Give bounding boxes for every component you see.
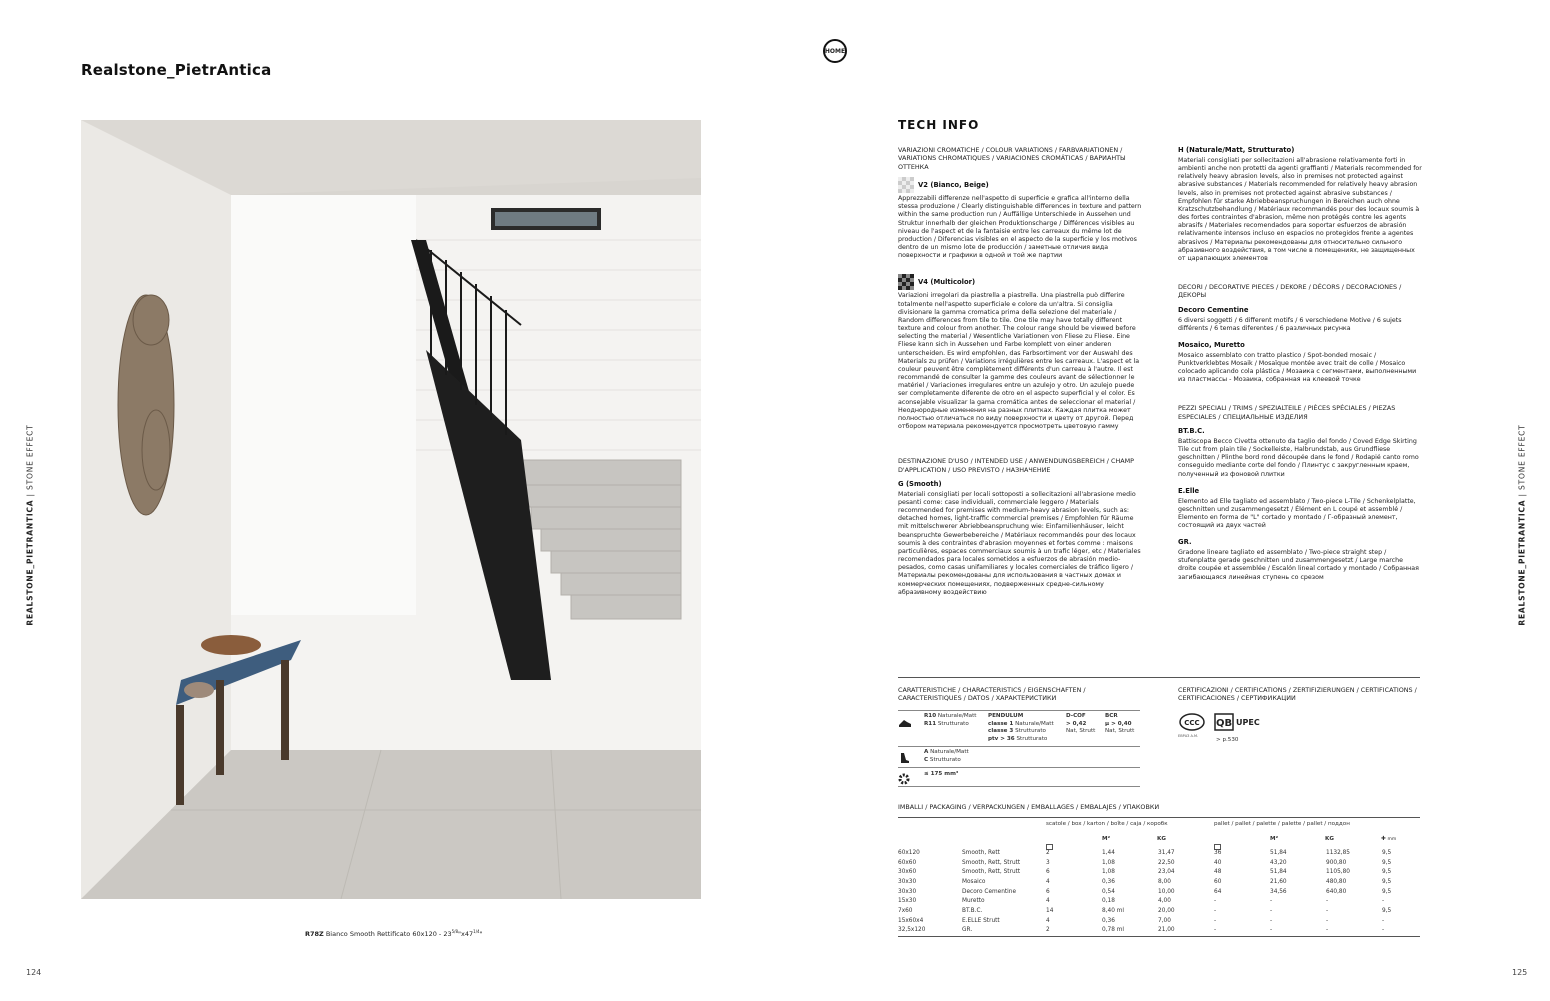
table-cell: 0,78 ml [1102,927,1125,934]
table-cell: 0,36 [1102,917,1115,924]
table-cell: 1,08 [1102,869,1115,876]
slip-rating [924,713,976,728]
ccc-sub: ЕВРАЗ А.М. [1178,734,1199,738]
table-row [898,887,1420,897]
table-cell: 2 [1046,927,1050,934]
table-cell: 3 [1046,859,1050,866]
c-value: C [924,756,929,763]
v4-text: Variazioni irregolari da piastrella a piastrella. Una piastrella può differire totalmente nell'aspetto superficiale e colore da un'altra. Si consiglia divisionare la gamma cromatica prima della selezione del materiale / Random differences from tile to tile. One tile may have totally different texture and colour from another. The colour range should be viewed before selecting the material / Wesentliche Variationen von Fliese zu Fliese. Eine Fliese kann sich in Aussehen und Farbe komplett von einer anderen unterscheiden. Es wird empfohlen, das Farbsortiment vor der Auswahl des Materials zu prüfen / Variations irrégulières entre les carreaux. L'aspect et la couleur peuvent être complètement différents d'un carreau à l'autre. Il est recommandé de consulter la gamme des couleurs avant de sélectionner le matériel / Variaciones irregulares entre un azulejo y otro. Un azulejo puede ser completamente diferente de otro en el aspecto superficial y el color. Es aconsejable visualizar la gama cromática antes de seleccionar el material / Неоднородные изменения на разных плитках. Каждая плитка может полностью отличаться по виду поверхности и цвету от другой. Перед отбором материала рекомендуется просмотреть цветовую гамму [898,292,1140,431]
char-rule-4 [898,786,1140,787]
decor-text-1: Mosaico assemblato con tratto plastico / Spot-bonded mosaic / Punktverklebtes Mosaik / Mosaïque montée avec trait de colle / Mosaico colocado aplicando cola plástica / Мозаика с сегментами, выполненными из пластмассы - Мозаика, собранная на клеевой точке [1178,351,1417,384]
table-cell: 64 [1214,888,1222,895]
section-divider [898,677,1420,678]
thickness-unit: mm [1387,837,1397,842]
decor-heading: DECORI / DECORATIVE PIECES / DEKORE / DÉCORS / DECORACIONES / ДЕКОРЫ [1178,283,1402,300]
table-cell: 640,80 [1326,888,1347,895]
classe3-note: Strutturato [1013,728,1046,735]
table-cell: 60x120 [898,849,920,856]
classe1-note: Naturale/Matt [1013,720,1054,727]
bcr-value: µ > 0,40 [1105,720,1132,727]
qb-logo [1214,713,1234,735]
pallet-label: pallet / pallet / palette / palette / pallet / поддон [1214,821,1350,827]
table-cell: 32,5x120 [898,927,926,934]
dcof-note: Nat, Strutt [1066,728,1096,735]
table-cell: 36 [1214,849,1222,856]
pallet-kg-header: KG [1325,836,1334,842]
box-m2-header: M² [1102,836,1111,842]
table-cell: 9,5 [1382,859,1392,866]
tech-info-title: TECH INFO [898,118,980,132]
classe3-value: classe 3 [988,728,1014,735]
trim-label-0: BT.B.C. [1178,427,1205,436]
side-label-bold: REALSTONE_PIETRANTICA [1517,499,1527,626]
table-cell: - [1214,898,1217,905]
table-cell: 43,20 [1270,859,1287,866]
char-rule-1 [898,710,1140,711]
box-label: scatole / box / karton / boîte / caja / коробк [1046,821,1168,827]
page-number-right: 125 [1512,968,1528,977]
table-cell: 6 [1046,869,1050,876]
c-note: Strutturato [928,756,961,763]
tech-col-left [898,146,1142,597]
packaging-bottom-rule [898,936,1420,937]
table-cell: - [1270,927,1273,934]
r11-note: Strutturato [936,720,969,727]
table-row [898,906,1420,916]
r10-note: Naturale/Matt [936,713,977,719]
g-text: Materiali consigliati per locali sottoposti a sollecitazioni all'abrasione medio pesanti come: case individuali, commerciale leggero / Materials recommended for premises with medium-heavy abrasion levels, such as: detached homes, light-traffic commercial premises / Empfohlen für Räume mit mittelschwerer Abriebbeanspruchung wie: Einfamilienhäuser, leicht beanspruchte Gewerbebereiche / Matériaux recommandés pour des locaux soumis à des contraintes d'abrasion moyennes et fortes comme : maisons particulières, espaces commerciaux soumis à un trafic léger, etc / Materiales recomendados para locales sometidos a esfuerzos de abrasión medio-pesados, como casas unifamiliares y locales comerciales de tráfico ligero / Материалы рекомендованы для использования в частных домах и коммерческих помещениях, подверженных средне-сильному абразивному воздействию [898,490,1141,596]
table-cell: 4 [1046,878,1050,885]
certifications-section [1178,686,1422,703]
table-cell: - [1270,917,1273,924]
table-row [898,926,1420,936]
table-cell: - [1326,898,1329,905]
side-label-rest: | STONE EFFECT [25,424,35,500]
table-cell: 0,18 [1102,898,1115,905]
v4-swatch-icon [898,274,914,290]
trim-text-2: Gradone lineare tagliato ed assemblato / Two-piece straight step / stufenplatte gerade geschnitten und zusammengesetzt / Large marche droite coupée et assemblée / Escalón lineal cortado y montado / Собранная загибающаяся линейная ступень со срезом [1178,549,1419,581]
table-cell: Smooth, Rett, Strutt [962,869,1021,876]
pendulum-rating [988,713,1054,743]
page-title: Realstone_PietrAntica [81,61,272,79]
table-cell: Muretto [962,898,985,905]
h-label: H (Naturale/Matt, Strutturato) [1178,146,1295,154]
barefoot-rating [924,749,969,764]
table-cell: 2 [1046,849,1050,856]
table-cell: 21,00 [1158,927,1175,934]
table-cell: 9,5 [1382,907,1392,914]
product-photo [81,120,701,899]
dcof-rating [1066,713,1095,736]
bcr-note: Nat, Strutt [1105,728,1135,735]
bcr-label: BCR [1105,713,1118,719]
table-cell: 7,00 [1158,917,1171,924]
classe1-value: classe 1 [988,720,1014,727]
g-label: G (Smooth) [898,479,942,488]
ptv-value: ptv > 36 [988,735,1015,742]
trims-heading: PEZZI SPECIALI / TRIMS / SPEZIALTEILE / PIÈCES SPÉCIALES / PIEZAS ESPECIALES / СПЕЦИАЛЬНЫЕ ИЗДЕЛИЯ [1178,404,1396,421]
table-cell: 15x30 [898,898,917,905]
table-cell: - [1214,907,1217,914]
table-cell: 8,40 ml [1102,907,1125,914]
table-cell: - [1214,927,1217,934]
table-cell: 23,04 [1158,869,1175,876]
table-cell: 9,5 [1382,849,1392,856]
side-label-rest: | STONE EFFECT [1517,424,1527,500]
v2-label: V2 (Bianco, Beige) [918,180,989,189]
table-cell: 60x60 [898,859,917,866]
v2-text: Apprezzabili differenze nell'aspetto di superficie e grafica all'interno della stessa produzione / Clearly distinguishable differences in texture and pattern within the same production run / Auffällige Unterschiede in Aussehen und Struktur innerhalb der gleichen Produktionscharge / Différences visibles au niveau de l'aspect et de la fantaisie entre les carreaux du même lot de production / Diferencias visibles en el aspecto de la superficie y los motivos dentro de un mismo lote de producción / заметные отличия вида поверхности и графики в одной и той же партии [898,194,1142,260]
table-cell: 480,80 [1326,878,1347,885]
decor-text-0: 6 diversi soggetti / 6 different motifs / 6 verschiedene Motive / 6 sujets différents / 6 temas diferentes / 6 различных рисунка [1178,316,1402,332]
ptv-note: Strutturato [1014,735,1048,742]
abrasion-value: ≤ 175 mm³ [924,771,959,777]
v2-swatch-icon [898,177,914,193]
table-row [898,916,1420,926]
pendulum-label: PENDULUM [988,713,1024,719]
table-cell: 4 [1046,898,1050,905]
table-cell: 0,36 [1102,878,1115,885]
table-cell: 51,84 [1270,869,1287,876]
table-cell: 14 [1046,907,1054,914]
decor-label-0: Decoro Cementine [1178,305,1249,314]
table-cell: Smooth, Rett [962,849,1000,856]
page-number-left: 124 [26,968,42,977]
table-cell: 40 [1214,859,1222,866]
table-cell: 30x30 [898,878,917,885]
r11-value: R11 [924,720,937,727]
dcof-label: D-COF [1066,713,1086,719]
box-kg-header: KG [1157,836,1166,842]
table-cell: - [1326,907,1329,914]
table-cell: 4 [1046,917,1050,924]
table-cell: 22,50 [1158,859,1175,866]
interior-stair-illustration [81,120,701,899]
trim-text-0: Battiscopa Becco Civetta ottenuto da taglio del fondo / Coved Edge Skirting Tile cut from plain tile / Sockelleiste, Halbrundstab, aus Grundfliese geschnitten / Plinthe bord rond découpée dans le fond / Rodapié canto romo conseguido mediante corte del fondo / Плинтус с закругленным краем, полученный из фоновой плитки [1178,437,1419,478]
h-text: Materiali consigliati per sollecitazioni all'abrasione relativamente forti in ambienti anche non protetti da agenti graffianti / Materials recommended for relatively heavy abrasion levels, also in premises not protected against abrasive substances / Materials recommended for relatively heavy abrasion levels, also in premises not protected against abrasive substances / Empfohlen für starke Abriebbeanspruchungen in Bereichen auch ohne Kratzschutzbehandlung / Matériaux recommandés pour des locaux soumis à des fortes contraintes d'abrasion, même non protégés contre les agents abrasifs / Materiales recomendados para soportar esfuerzos de abrasión relativamente intensos incluso en espacios no protegidos frente a agentes abrasivos / Материалы рекомендованы для относительно сильного абразивного воздействия, в том числе в помещениях, не защищенных от царапающих элементов [1178,156,1422,262]
home-button[interactable]: HOME [823,39,847,63]
side-label-right [1518,424,1527,625]
cert-page-ref[interactable]: > p.530 [1216,737,1239,743]
packaging-heading: IMBALLI / PACKAGING / VERPACKUNGEN / EMBALLAGES / EMBALAJES / УПАКОВКИ [898,803,1160,811]
trim-text-1: Elemento ad Elle tagliato ed assemblato / Two-piece L-Tile / Schenkelplatte, geschnitten und zusammengesetzt / Élément en L coupé et assemblé / Elemento en forma de "L" cortado y montado / Г-образный элемент, состоящий из двух частей [1178,497,1416,530]
caption-text2: "x47 [458,930,474,939]
table-cell: - [1270,907,1273,914]
table-cell: 30x60 [898,869,917,876]
trim-label-2: GR. [1178,538,1192,547]
decor-label-1: Mosaico, Muretto [1178,340,1245,349]
table-cell: 51,84 [1270,849,1287,856]
table-cell: 48 [1214,869,1222,876]
table-cell: - [1214,917,1217,924]
table-cell: 21,60 [1270,878,1287,885]
bcr-rating [1105,713,1134,736]
table-cell: 9,5 [1382,878,1392,885]
trim-label-1: E.Elle [1178,486,1200,495]
table-cell: 34,56 [1270,888,1287,895]
table-cell: 20,00 [1158,907,1175,914]
thickness-icon: ✚ [1381,836,1386,842]
upec-label: UPEC [1236,718,1260,727]
barefoot-icon [898,749,910,768]
table-cell: 15x60x4 [898,917,924,924]
packaging-section [898,803,1420,811]
thickness-header [1381,836,1396,842]
table-cell: 1,08 [1102,859,1115,866]
caption-sup2: 1/4 [473,929,480,934]
v4-label: V4 (Multicolor) [918,278,976,287]
caption-code: R78Z [305,930,324,939]
table-cell: - [1382,898,1385,905]
v2-label-row [898,177,1142,193]
char-rule-2 [898,746,1140,747]
table-cell: - [1326,917,1329,924]
certifications-heading: CERTIFICAZIONI / CERTIFICATIONS / ZERTIFIZIERUNGEN / CERTIFICATIONS / CERTIFICACIONES / СЕРТИФИКАЦИИ [1178,686,1417,703]
table-row [898,896,1420,906]
table-cell: - [1382,927,1385,934]
table-cell: - [1326,927,1329,934]
r10-value: R10 [924,713,937,719]
characteristics-heading: CARATTERISTICHE / CHARACTERISTICS / EIGENSCHAFTEN / CARACTERISTIQUES / DATOS / ХАРАКТЕРИСТИКИ [898,686,1086,703]
tech-col-right [1178,146,1422,582]
caption-text3: " [479,930,483,939]
table-cell: Smooth, Rett, Strutt [962,859,1021,866]
table-cell: 4,00 [1158,898,1171,905]
dcof-value: > 0,42 [1066,720,1087,727]
table-row [898,877,1420,887]
pallet-m2-header: M² [1270,836,1279,842]
table-row [898,858,1420,868]
table-cell: 7x60 [898,907,913,914]
table-cell: - [1270,898,1273,905]
packaging-table-wrap [898,848,1420,935]
svg-text:QB: QB [1215,718,1233,729]
characteristics-section [898,686,1142,703]
char-rule-3 [898,767,1140,768]
side-label-left [26,424,35,625]
use-heading: DESTINAZIONE D'USO / INTENDED USE / ANWENDUNGSBEREICH / CHAMP D'APPLICATION / USO PREVISTO / НАЗНАЧЕНИЕ [898,457,1134,474]
packaging-table [898,848,1420,935]
table-cell: 8,00 [1158,878,1171,885]
table-cell: Decoro Cementine [962,888,1017,895]
table-cell: 10,00 [1158,888,1175,895]
side-label-bold: REALSTONE_PIETRANTICA [25,499,35,626]
table-cell: 6 [1046,888,1050,895]
table-cell: 60 [1214,878,1222,885]
caption-sup: 5/8 [451,929,459,934]
table-row [898,867,1420,877]
caption-text: Bianco Smooth Rettificato 60x120 - 23 [323,930,452,939]
photo-caption [305,929,483,938]
packaging-rule [898,817,1420,818]
table-cell: 1,44 [1102,849,1115,856]
table-cell: BT.B.C. [962,907,983,914]
a-value: A [924,749,929,755]
table-cell: E.ELLE Strutt [962,917,1000,924]
table-cell: 1132,85 [1326,849,1350,856]
table-cell: Mosaico [962,878,986,885]
table-cell: - [1382,917,1385,924]
table-row [898,848,1420,858]
table-cell: 9,5 [1382,869,1392,876]
v4-label-row [898,274,1142,290]
colour-heading: VARIAZIONI CROMATICHE / COLOUR VARIATIONS / FARBVARIATIONEN / VARIATIONS CHROMATIQUES / VARIACIONES CROMÁTICAS / ВАРИАНТЫ ОТТЕНКА [898,146,1126,171]
a-note: Naturale/Matt [928,749,969,755]
table-cell: GR. [962,927,973,934]
table-cell: 30x30 [898,888,917,895]
svg-text:CCC: CCC [1184,719,1200,727]
table-cell: 31,47 [1158,849,1175,856]
shoe-icon [898,713,912,732]
table-cell: 0,54 [1102,888,1115,895]
table-cell: 1105,80 [1326,869,1350,876]
table-cell: 9,5 [1382,888,1392,895]
table-cell: 900,80 [1326,859,1347,866]
